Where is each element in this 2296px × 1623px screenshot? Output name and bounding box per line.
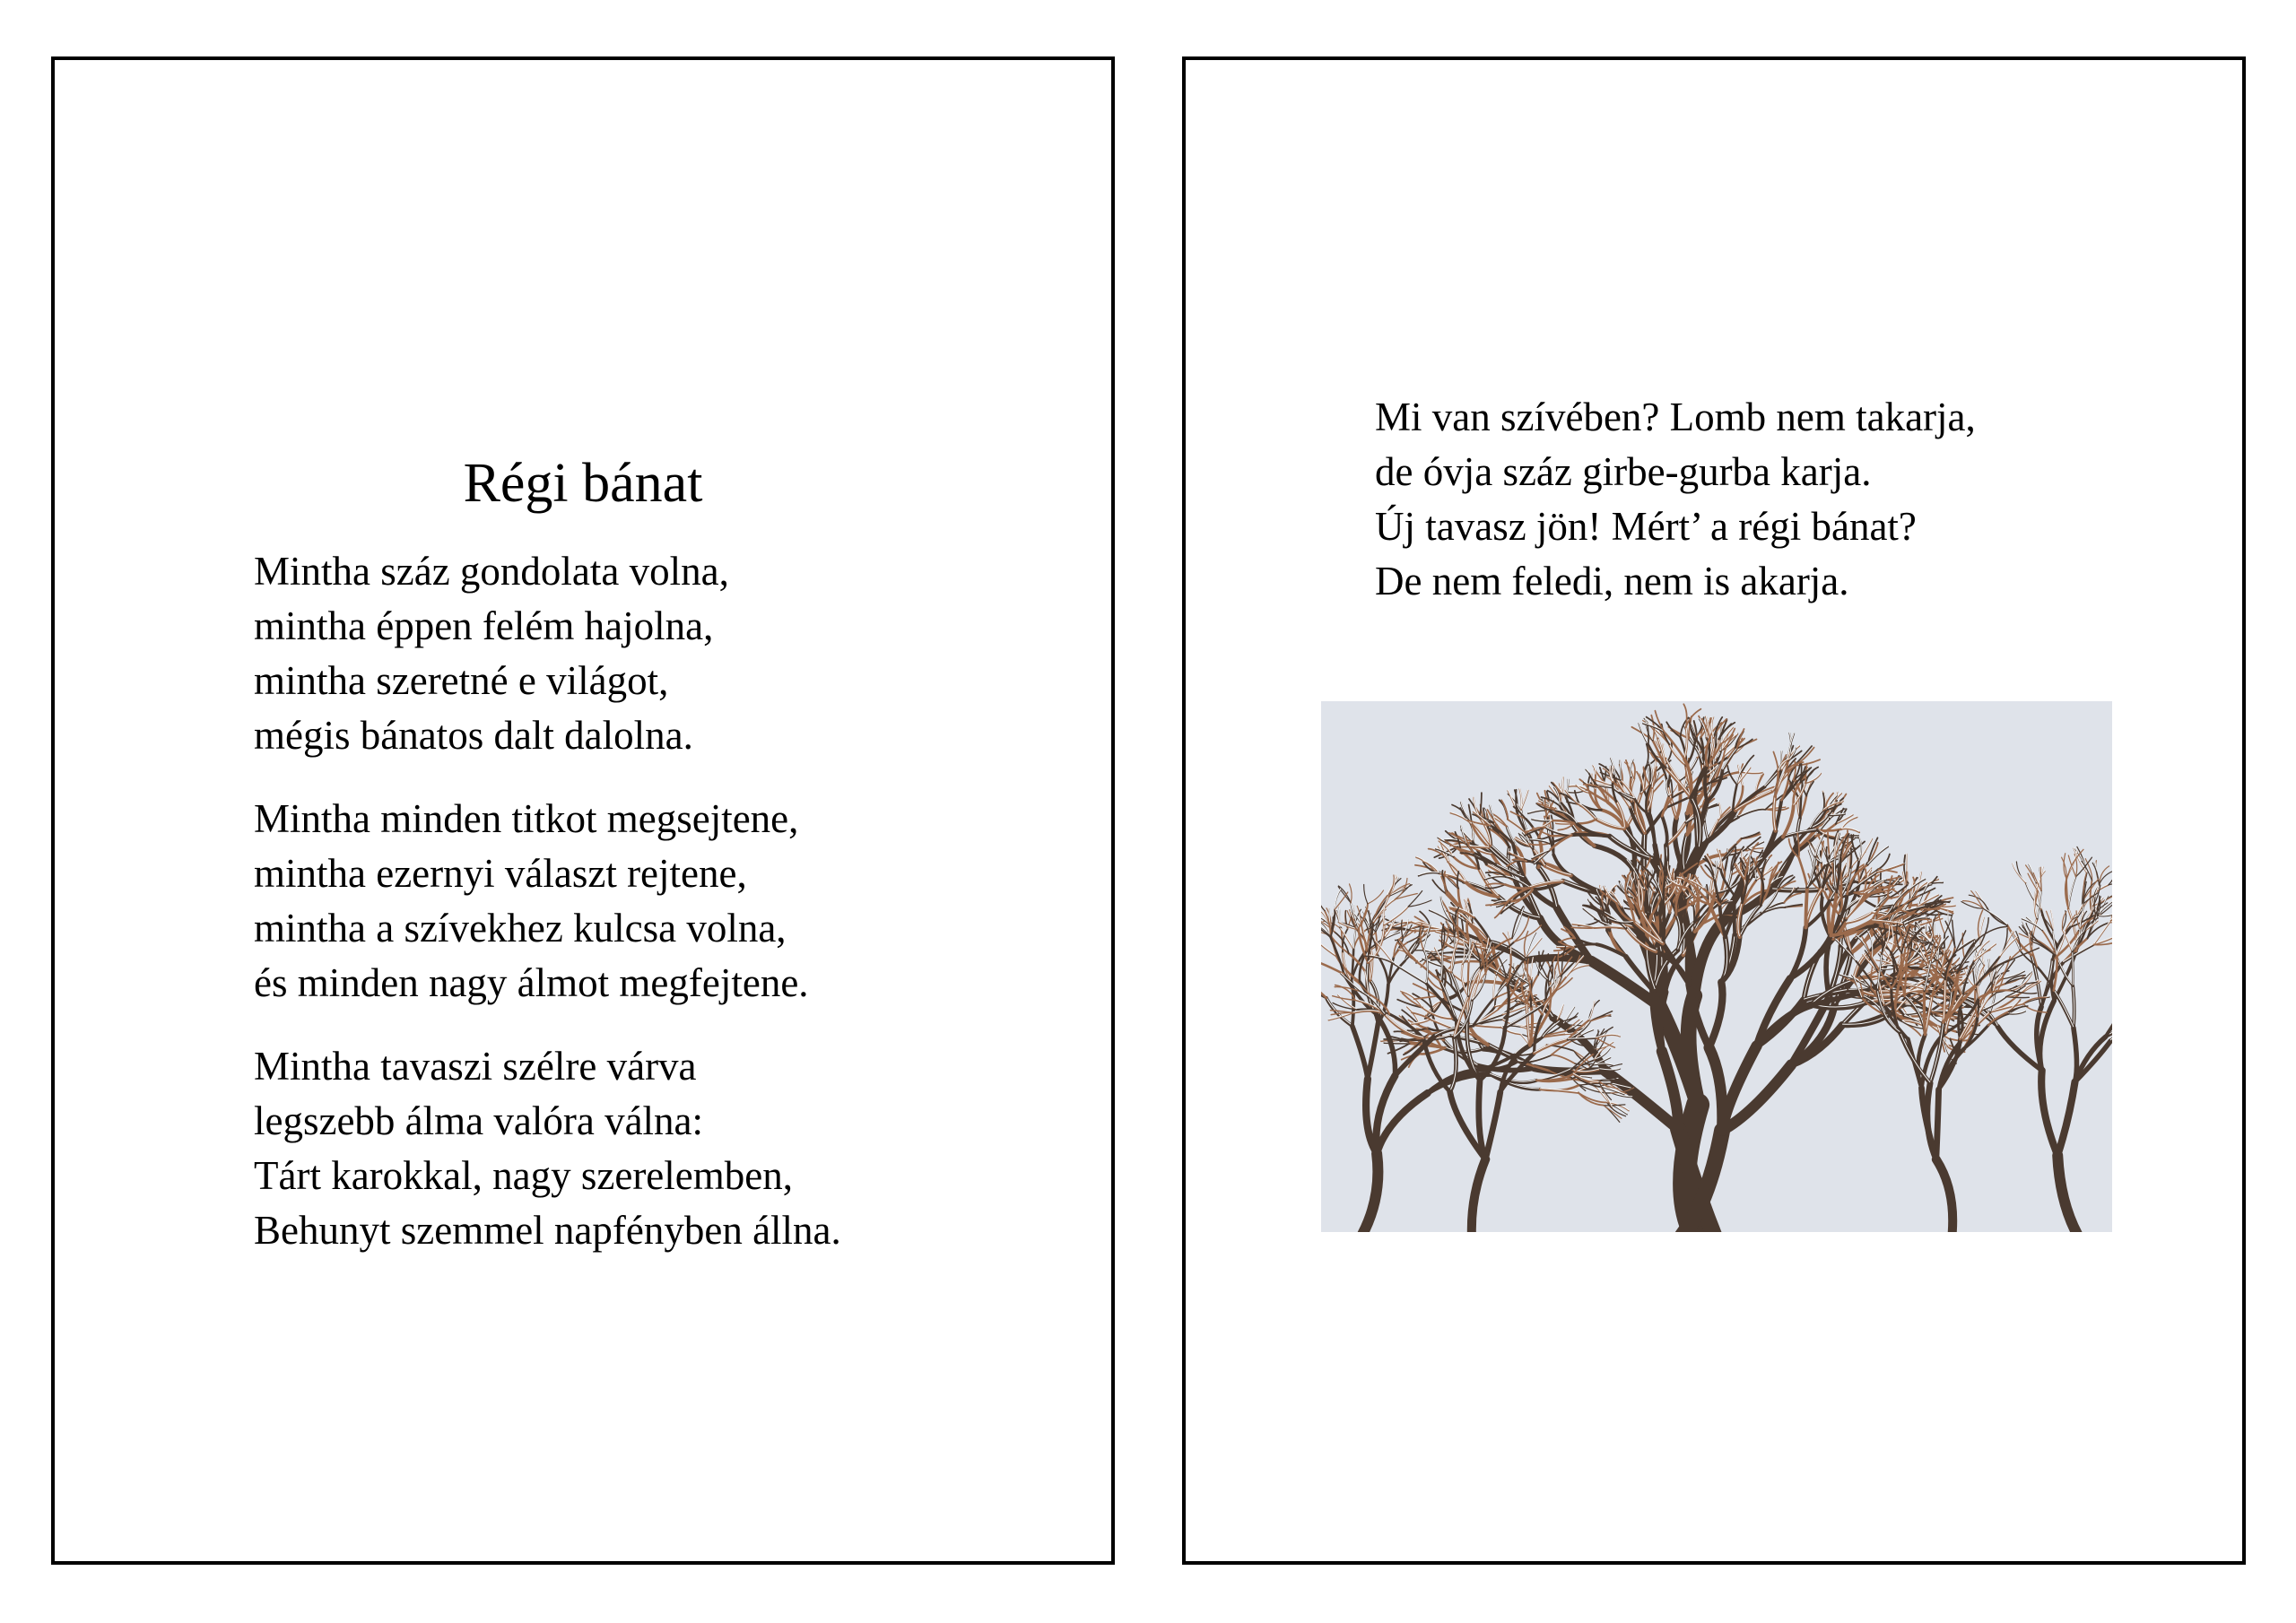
tree-branches-photo: [1321, 701, 2112, 1232]
poem-line: De nem feledi, nem is akarja.: [1375, 559, 1849, 603]
poem-line: Mintha minden titkot megsejtene,: [254, 796, 799, 841]
poem-body: [254, 544, 1061, 1287]
poem-line: mintha éppen felém hajolna,: [254, 603, 714, 648]
poem-title: Régi bánat: [463, 453, 703, 514]
poem-line: mintha a szívekhez kulcsa volna,: [254, 906, 787, 950]
stanza-1: [254, 544, 1061, 763]
poem-line: és minden nagy álmot megfejtene.: [254, 960, 809, 1005]
poem-line: Behunyt szemmel napfényben állna.: [254, 1208, 841, 1253]
poem-line: Tárt karokkal, nagy szerelemben,: [254, 1153, 793, 1198]
poem-line: legszebb álma valóra válna:: [254, 1098, 704, 1143]
stanza-4: [1375, 390, 2182, 609]
stanza-3: [254, 1039, 1061, 1258]
poem-line: de óvja száz girbe-gurba karja.: [1375, 449, 1872, 494]
poem-line: mégis bánatos dalt dalolna.: [254, 713, 693, 758]
poem-line: Mi van szívében? Lomb nem takarja,: [1375, 395, 1976, 439]
poem-line: Mintha száz gondolata volna,: [254, 549, 729, 594]
left-page: [51, 56, 1115, 1565]
poem-line: Új tavasz jön! Mért’ a régi bánat?: [1375, 504, 1917, 549]
tree-branches-illustration: [1321, 701, 2112, 1232]
stanza-2: [254, 792, 1061, 1011]
poem-line: mintha szeretné e világot,: [254, 658, 669, 703]
poem-line: mintha ezernyi választ rejtene,: [254, 851, 747, 896]
right-page: [1182, 56, 2246, 1565]
poem-line: Mintha tavaszi szélre várva: [254, 1044, 697, 1089]
